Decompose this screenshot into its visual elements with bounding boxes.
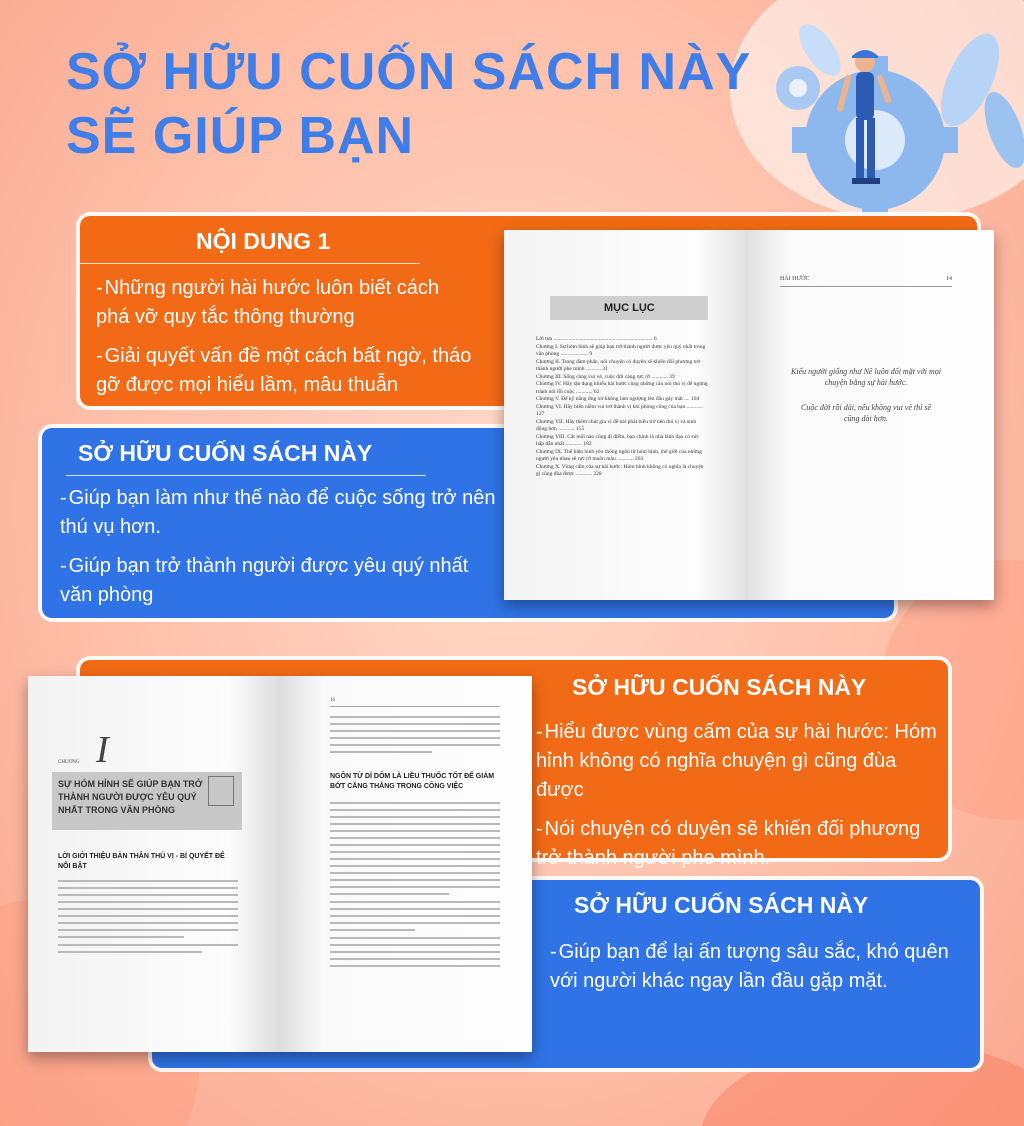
headline-line-2: SẼ GIÚP BẠN (66, 107, 415, 165)
toc-title: MỤC LỤC (604, 302, 655, 314)
panel-2-bullets (60, 484, 496, 620)
book-1-right-page (746, 230, 994, 600)
chapter-title: SỰ HÓM HỈNH SẼ GIÚP BẠN TRỞ THÀNH NGƯỜI ĐƯỢC YÊU QUÝ NHẤT TRONG VĂN PHÒNG (58, 779, 203, 815)
panel-4-bullets (550, 938, 970, 1006)
toc-row: Chương III. Sống cùng vui vẻ, cuộc đời càng rực rỡ ............ 39 (536, 373, 675, 380)
book-2-right-page (278, 676, 532, 1052)
panel-3-title: SỞ HỮU CUỐN SÁCH NÀY (572, 674, 867, 700)
chapter-number: I (96, 729, 109, 771)
book-spread-toc (504, 230, 994, 600)
book-2-left-page (28, 676, 278, 1052)
book-spread-chapter (28, 676, 532, 1052)
toc-row: Chương VIII. Cắt mối nào cũng đi điểm, bạn chính là nhà lãnh đạo có sức hấp dẫn nhất ............ 182 (536, 433, 699, 447)
panel-3-bullet: - Nói chuyện có duyên sẽ khiến đối phương trở thành người phe mình. (536, 818, 921, 869)
section-title: LỜI GIỚI THIỆU BẢN THÂN THÚ VỊ - BÍ QUYẾT ĐỂ NỔI BẬT (58, 853, 225, 870)
panel-3-bullets (536, 718, 946, 883)
panel-1-bullet: - Những người hài hước luôn biết cách phá vỡ quy tắc thông thường (96, 277, 440, 328)
toc-row: Chương VII. Hãy thêm chút gia vị để bài phát biểu trở nên thú vị và sinh động hơn ............ 155 (536, 418, 697, 432)
panel-2-bullet: - Giúp bạn trở thành người được yêu quý nhất văn phòng (60, 555, 469, 606)
book-1-left-page (504, 230, 746, 600)
toc-row: Chương IX. Thế hiện hình yêu thông ngôn từ hóm hỉnh, thế giới của những người yêu nhau sẽ rực rỡ muôn màu ............ 203 (536, 448, 702, 462)
panel-1-title: NỘI DUNG 1 (80, 228, 420, 264)
panel-1-bullets (96, 274, 476, 410)
chapter-figure-icon (208, 776, 234, 806)
left-page-text-lines (58, 880, 238, 958)
header-rule (780, 286, 952, 287)
chapter-label: CHƯƠNG (58, 760, 80, 765)
panel-2-title: SỞ HỮU CUỐN SÁCH NÀY (66, 440, 426, 476)
toc-row: Lời tựa ........................................................................ 6 (536, 336, 657, 342)
right-page-text-lines (330, 802, 500, 972)
toc-row: Chương I. Sự hóm hỉnh sẽ giúp bạn trở thành người được yêu quý nhất trong văn phòng .................... 9 (536, 343, 706, 357)
book-quote-1: Kiểu người giống như Nê luôn đối mặt với mọi chuyện bằng sự hài hước. (791, 367, 941, 387)
page-headline (66, 40, 786, 168)
panel-1-bullet: - Giải quyết vấn đề một cách bất ngờ, tháo gỡ được mọi hiểu lầm, mâu thuẫn (96, 345, 472, 396)
right-page-header-right: 14 (946, 276, 952, 282)
right-page-text-lines-top (330, 716, 500, 758)
header-rule (330, 706, 500, 707)
toc-row: Chương V. Để kỹ năng ứng xử không làm ngượng lên đầu gây mất .... 104 (536, 396, 700, 402)
right-page-number: 16 (330, 698, 335, 703)
toc-list (536, 336, 708, 479)
panel-4-title: SỞ HỮU CUỐN SÁCH NÀY (574, 892, 869, 918)
right-section-title: NGÔN TỪ DÍ DỎM LÀ LIỀU THUỐC TỐT ĐỂ GIẢM BỚT CĂNG THẲNG TRONG CÔNG VIỆC (330, 773, 495, 790)
right-page-header-left: HÀI HƯỚC (780, 276, 810, 282)
book-quote-2: Cuộc đời rồi dài, nếu không vui vẻ thì sẽ cũng dài hơn. (800, 403, 932, 423)
toc-row: Chương X. Vùng cấm của sự hài hước: Hóm hỉnh không có nghĩa là chuyện gì cũng đùa được ............ 228 (536, 463, 704, 477)
panel-2-bullet: - Giúp bạn làm như thế nào để cuộc sống trở nên thú vụ hơn. (60, 487, 496, 538)
toc-row: Chương VI. Hãy biến niềm vui trở thành vị khí phòng công của bạn ............ 127 (536, 403, 704, 417)
panel-4-bullet: - Giúp bạn để lại ấn tượng sâu sắc, khó quên với người khác ngay lần đầu gặp mặt. (550, 941, 949, 992)
toc-row: Chương II. Trong đàm phán, nói chuyện có duyên sẽ khiến đối phương trở thành người phe mình ........... 31 (536, 358, 700, 372)
headline-line-1: SỞ HỮU CUỐN SÁCH NÀY (66, 43, 752, 101)
panel-3-bullet: - Hiểu được vùng cấm của sự hài hước: Hóm hỉnh không có nghĩa chuyện gì cũng đùa được (536, 721, 937, 801)
toc-row: Chương IV. Hãy tận dụng khiếu hài hước cùng những câu nói thú vị để ngừng tránh nói lỗi cuộc ............ 62 (536, 381, 708, 395)
